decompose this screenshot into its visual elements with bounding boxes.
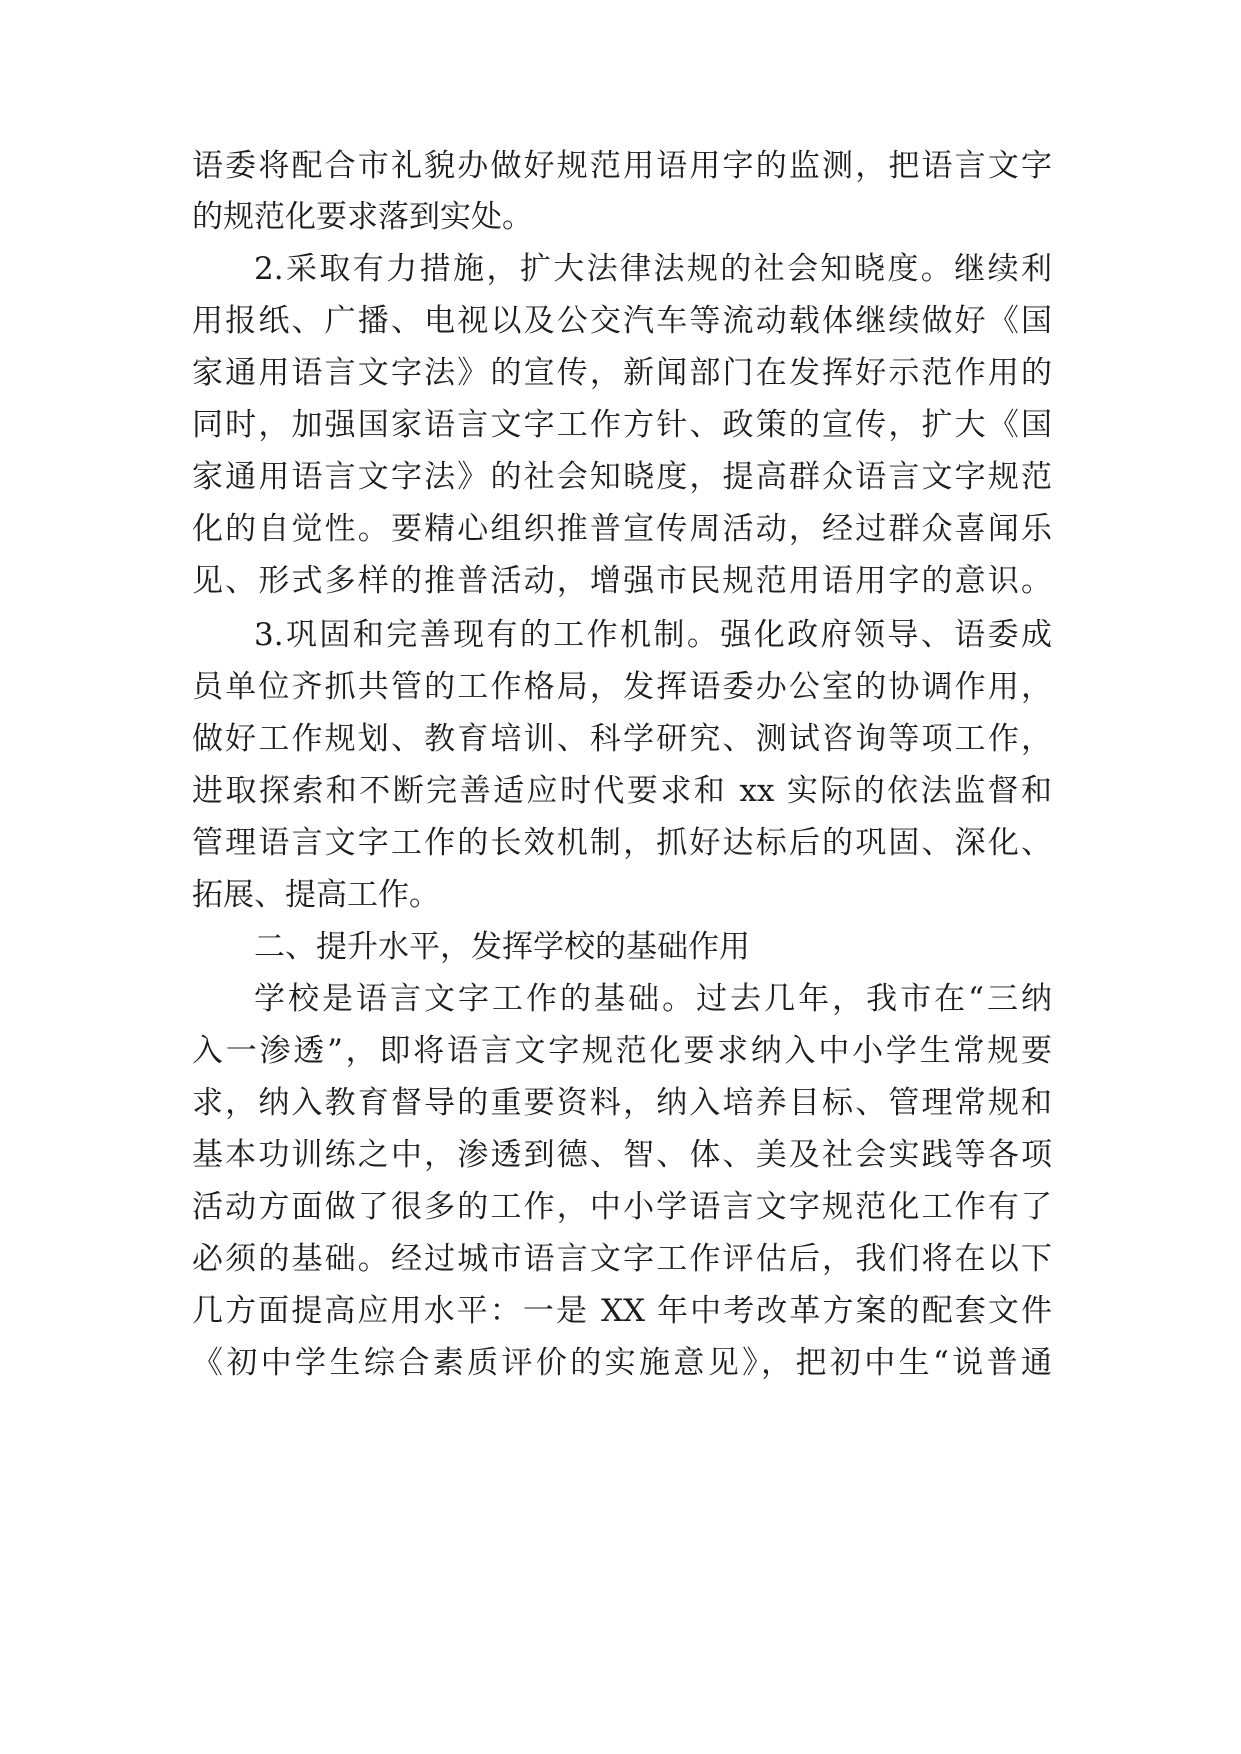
- text-line: 《初中学生综合素质评价的实施意见》，把初中生“说普通: [192, 1345, 1052, 1381]
- text-line: 管理语言文字工作的长效机制，抓好达标后的巩固、深化、: [192, 825, 1052, 861]
- text-line: 进取探索和不断完善适应时代要求和 xx 实际的依法监督和: [192, 773, 1052, 809]
- text-line: 的规范化要求落到实处。: [192, 199, 533, 235]
- text-line: 语委将配合市礼貌办做好规范用语用字的监测，把语言文字: [192, 148, 1052, 184]
- text-line: 做好工作规划、教育培训、科学研究、测试咨询等项工作，: [192, 721, 1052, 757]
- text-line: 入一渗透”，即将语言文字规范化要求纳入中小学生常规要: [192, 1033, 1052, 1069]
- text-line: 活动方面做了很多的工作，中小学语言文字规范化工作有了: [192, 1189, 1052, 1225]
- text-line: 求，纳入教育督导的重要资料，纳入培养目标、管理常规和: [192, 1085, 1052, 1121]
- text-line: 3.巩固和完善现有的工作机制。强化政府领导、语委成: [254, 617, 1052, 653]
- text-line: 基本功训练之中，渗透到德、智、体、美及社会实践等各项: [192, 1137, 1052, 1173]
- text-line: 见、形式多样的推普活动，增强市民规范用语用字的意识。: [192, 563, 1052, 599]
- text-line: 用报纸、广播、电视以及公交汽车等流动载体继续做好《国: [192, 303, 1052, 339]
- text-line: 2.采取有力措施，扩大法律法规的社会知晓度。继续利: [254, 251, 1052, 287]
- text-line: 学校是语言文字工作的基础。过去几年，我市在“三纳: [254, 981, 1052, 1017]
- text-line: 同时，加强国家语言文字工作方针、政策的宣传，扩大《国: [192, 407, 1052, 443]
- text-line: 必须的基础。经过城市语言文字工作评估后，我们将在以下: [192, 1241, 1052, 1277]
- text-line: 化的自觉性。要精心组织推普宣传周活动，经过群众喜闻乐: [192, 511, 1052, 547]
- text-line: 几方面提高应用水平：一是 XX 年中考改革方案的配套文件: [192, 1293, 1052, 1329]
- text-line: 拓展、提高工作。: [192, 877, 440, 913]
- text-line: 家通用语言文字法》的社会知晓度，提高群众语言文字规范: [192, 459, 1052, 495]
- text-line: 员单位齐抓共管的工作格局，发挥语委办公室的协调作用，: [192, 669, 1052, 705]
- section-heading: 二、提升水平，发挥学校的基础作用: [254, 929, 750, 965]
- text-line: 家通用语言文字法》的宣传，新闻部门在发挥好示范作用的: [192, 355, 1052, 391]
